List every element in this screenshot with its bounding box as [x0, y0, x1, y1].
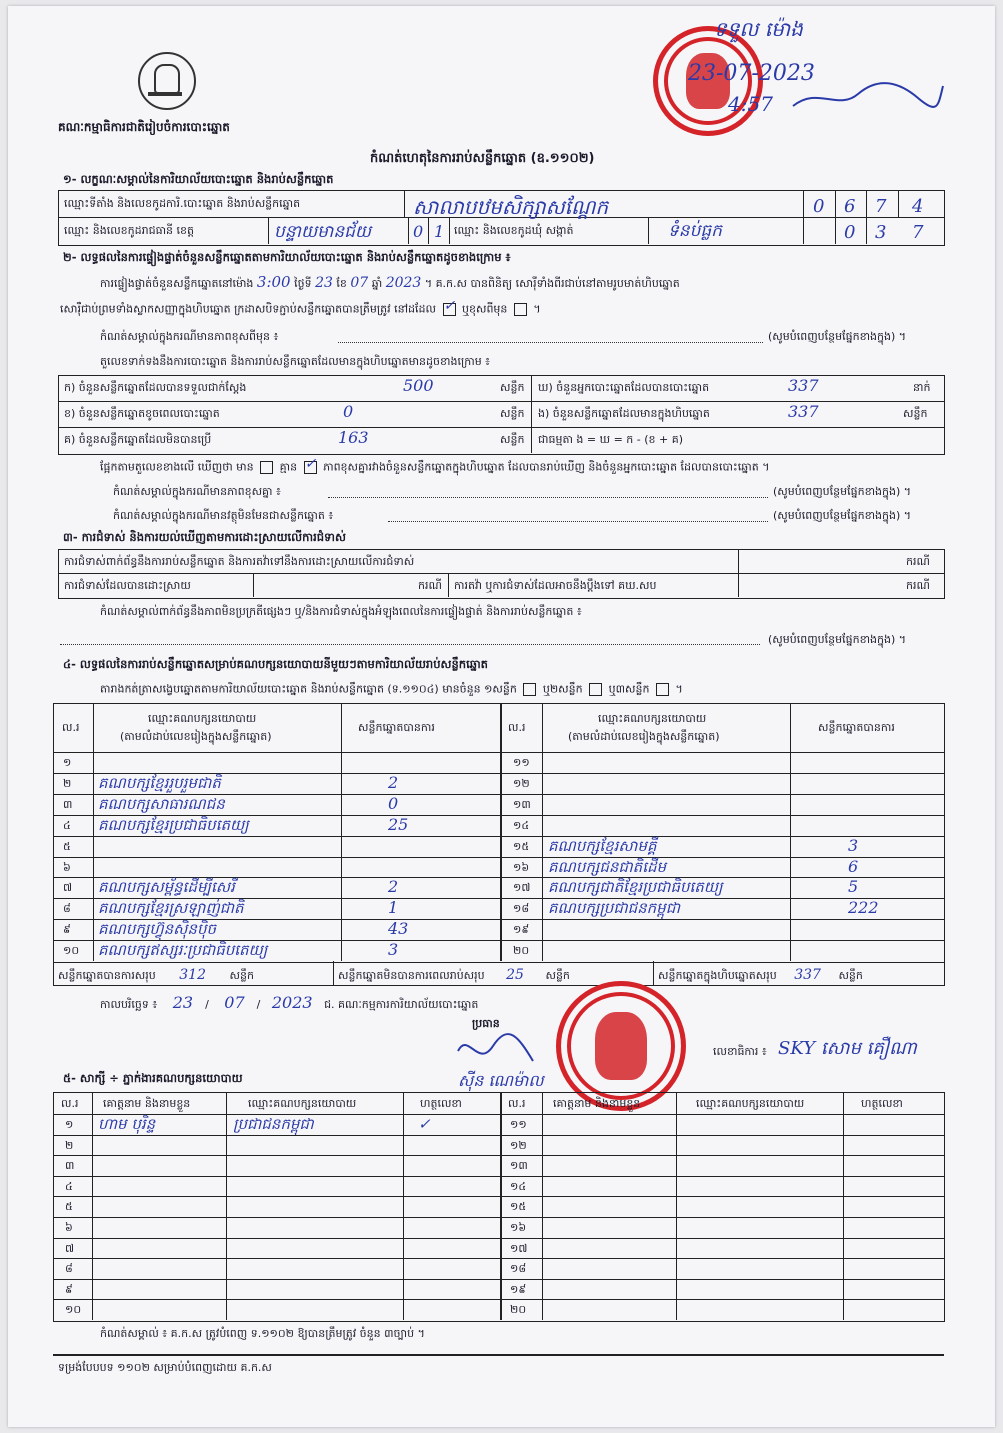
- result-row-votes: 2: [388, 772, 399, 792]
- result-row-no: ១: [63, 756, 72, 769]
- result-row-no: ៩: [63, 923, 71, 937]
- footer-text: ទម្រង់បែបបទ ១១០២ សម្រាប់បំពេញដោយ គ.ក.ស: [58, 1361, 272, 1374]
- result-row-votes: 6: [848, 856, 859, 876]
- results-col-votes-right: សន្លឹកឆ្នោតបានការ: [818, 721, 895, 734]
- witness-row-no: ១៩: [510, 1282, 527, 1296]
- result-row-party: គណបក្សខ្មែរស្រឡាញ់ជាតិ: [98, 899, 244, 918]
- witness-row-no: ២: [65, 1138, 74, 1152]
- has-difference-checkbox[interactable]: [260, 461, 273, 474]
- result-row-no: ១០: [63, 944, 80, 958]
- results-col-no-left: ល.រ: [62, 721, 80, 734]
- document-title: កំណត់ហេតុនៃការរាប់សន្លឹកឆ្នោត (ឧ.១១០២): [370, 151, 595, 166]
- spoiled-ballots-label: ខ) ចំនួនសន្លឹកឆ្នោតខូចពេលបោះឆ្នោត: [64, 407, 220, 420]
- results-date-month: 07: [224, 993, 245, 1012]
- result-row-votes: 1: [388, 898, 399, 918]
- resolved-complaints-case: ករណី: [418, 579, 442, 592]
- result-row-no: ១៦: [513, 860, 530, 874]
- results-date-year: 2023: [271, 993, 313, 1012]
- result-row-no: ១៩: [513, 923, 530, 937]
- irregularity-note-fill: (សូមបំពេញបន្ថែមផ្នែកខាងក្នុង) ។: [768, 633, 907, 646]
- result-row-no: ១៣: [513, 797, 531, 811]
- location-code-2: 6: [844, 196, 856, 217]
- result-row-votes: 43: [388, 919, 409, 939]
- witness-col-no-right: ល.រ: [508, 1097, 526, 1110]
- witness-row-no: ១៤: [510, 1179, 527, 1193]
- result-row-party: គណបក្សប្រជាជនកម្ពុជា: [548, 899, 680, 918]
- witness-row-no: ១៦: [510, 1221, 527, 1234]
- formula-text: ជាធម្មតា ង = ឃ = ក - (ខ + គ): [538, 433, 683, 446]
- commune-value: ទំនប់ធ្លក: [668, 221, 722, 241]
- witness-col-name-left: គោត្តនាម និងនាមខ្លួន: [103, 1097, 191, 1110]
- results-col-votes-left: សន្លឹកឆ្នោតបានការ: [358, 721, 435, 734]
- total-valid-value: 312: [179, 967, 206, 983]
- result-row-no: ១១: [513, 756, 530, 769]
- witness-row-no: ១: [65, 1118, 74, 1131]
- province-label: ឈ្មោះ និងលេខកូដរាជធានី ខេត្ត: [64, 224, 194, 237]
- result-row-no: ៣: [63, 797, 73, 811]
- province-code-2: 1: [434, 222, 445, 241]
- result-row-party: គណបក្សខ្មែរសាមគ្គី: [548, 836, 657, 855]
- witness-row-no: ១៨: [510, 1262, 527, 1276]
- difference-note-2: កំណត់សម្គាល់ក្នុងករណីមានភាពខុសគ្នា ៖: [113, 485, 281, 498]
- three-sheet-checkbox[interactable]: [656, 683, 669, 696]
- witness-col-party-left: ឈ្មោះគណបក្សនយោបាយ: [248, 1097, 357, 1110]
- witness-row-no: ១២: [510, 1138, 527, 1152]
- result-row-votes: 25: [388, 814, 409, 834]
- result-row-no: ៧: [63, 881, 73, 895]
- spoiled-ballots-unit: សន្លឹក: [500, 407, 525, 420]
- result-row-votes: 2: [388, 877, 399, 897]
- witness-col-party-right: ឈ្មោះគណបក្សនយោបាយ: [696, 1097, 805, 1110]
- result-row-no: ៦: [63, 860, 71, 874]
- witness-row-no: ៨: [65, 1262, 73, 1276]
- witness-row-no: ១៧: [510, 1241, 528, 1255]
- province-code-1: 0: [413, 222, 424, 241]
- result-row-party: គណបក្សខ្មែរប្រជាធិបតេយ្យ: [98, 815, 249, 834]
- result-row-party: គណបក្សសម្ព័ន្ធដើម្បីសេរី: [98, 878, 235, 897]
- voters-label: ឃ) ចំនួនអ្នកបោះឆ្នោតដែលបានបោះឆ្នោត: [538, 381, 710, 394]
- total-box-value: 337: [794, 967, 821, 983]
- chair-label: ប្រធាន: [472, 1017, 500, 1030]
- result-row-no: ៤: [63, 818, 71, 832]
- result-row-no: ៥: [63, 839, 71, 853]
- one-sheet-checkbox[interactable]: [523, 683, 536, 696]
- secretary-label: លេខាធិការ ៖: [713, 1045, 767, 1058]
- total-invalid: សន្លឹកឆ្នោតមិនបានការពេលរាប់សរុប 25 សន្លឹក: [338, 967, 570, 983]
- summary-sheet-line: តារាងកត់ត្រាសង្ខេបឆ្នោតតាមការិយាល័យបោះឆ្នោត និងរាប់សន្លឹកឆ្នោត (ទ.១១០៤) មានចំនួន ១សន្លឹក ឬ២សន្លឹក ឬ៣សន្លឹក ។: [100, 682, 683, 696]
- total-box: សន្លឹកឆ្នោតក្នុងហិបឆ្នោតសរុប 337 សន្លឹក: [658, 967, 863, 983]
- voters-value: 337: [788, 376, 819, 395]
- section3-heading: ៣- ការជំទាស់ និងការយល់ឃើញតាមការដោះស្រាយលើការជំទាស់: [63, 530, 346, 544]
- location-label: ឈ្មោះទីតាំង និងលេខកូដការិ.បោះឆ្នោត និងរាប់សន្លឹកឆ្នោត: [64, 197, 301, 210]
- emblem-logo: [138, 52, 196, 110]
- result-row-party: គណបក្សខ្មែររួបរួមជាតិ: [98, 773, 221, 792]
- province-value: បន្ទាយមានជ័យ: [274, 222, 372, 242]
- verification-year: 2023: [385, 275, 422, 291]
- stamp-note: ទទួល ម៉ោង: [714, 17, 803, 41]
- chair-name: ស៊ីន ណេម៉ាល: [458, 1071, 544, 1090]
- same-checkbox[interactable]: ✓: [443, 298, 456, 314]
- stamp-signature-icon: [788, 76, 948, 116]
- irregularity-note: កំណត់សម្គាល់ពាក់ព័ន្ធនឹងភាពមិនប្រក្រតីផ្សេងៗ ឬ/និងការជំទាស់ក្នុងអំឡុងពេលនៃការផ្ទៀងផ្ទាត់ និងការរាប់សន្លឹកឆ្នោត ៖: [100, 605, 582, 618]
- witness-row-no: ១១: [510, 1118, 527, 1131]
- results-date-day: 23: [172, 993, 194, 1012]
- results-col-party-left: ឈ្មោះគណបក្សនយោបាយ: [148, 712, 257, 725]
- two-sheet-checkbox[interactable]: [589, 683, 602, 696]
- witness-row-name: ហាម បុរិន្ទ: [98, 1115, 156, 1133]
- stamp-date: 23-07-2023: [688, 61, 815, 86]
- figures-intro: តួលេខទាក់ទងនឹងការបោះឆ្នោត និងការរាប់សន្លឹកឆ្នោតដែលមានក្នុងហិបឆ្នោតមានដូចខាងក្រោម ៖: [100, 355, 491, 368]
- document-page: [8, 6, 995, 1427]
- witness-row-no: ៥: [65, 1200, 73, 1214]
- result-row-votes: 5: [848, 877, 859, 897]
- seal-line: សោរ៉ឺជាប់ព្រមទាំងស្លាកសញ្ញាក្នុងហិបឆ្នោត ក្រដាសបិទភ្ជាប់សន្លឹកឆ្នោតបានត្រឹមត្រូវ នៅដដែល ✓ ឬខុសពីមុន ។: [60, 298, 541, 316]
- total-invalid-value: 25: [506, 967, 524, 983]
- unused-ballots-value: 163: [338, 428, 369, 447]
- witness-row-no: ៤: [65, 1179, 73, 1193]
- result-row-no: ១៥: [513, 839, 530, 853]
- witness-row-no: ៣: [65, 1159, 75, 1173]
- witness-row-signature: ✓: [418, 1115, 431, 1133]
- result-row-no: ៨: [63, 902, 71, 916]
- location-code-1: 0: [813, 196, 825, 217]
- commune-code-1: 0: [844, 222, 856, 243]
- result-row-party: គណបក្សឥស្សរៈប្រជាធិបតេយ្យ: [98, 941, 268, 960]
- result-row-no: ១៨: [513, 902, 530, 916]
- witness-row-no: ៧: [65, 1241, 75, 1255]
- stamp-time: 4:57: [728, 92, 773, 116]
- witness-col-sign-left: ហត្ថលេខា: [420, 1097, 462, 1110]
- witness-row-no: ១៥: [510, 1200, 527, 1214]
- result-row-votes: 3: [848, 835, 859, 855]
- commune-code-3: 7: [912, 222, 924, 243]
- foreign-object-note-fill: (សូមបំពេញបន្ថែមផ្នែកខាងក្នុង) ។: [773, 509, 912, 522]
- witness-row-no: ១៣: [510, 1159, 528, 1173]
- witness-note: កំណត់សម្គាល់ ៖ គ.ក.ស ត្រូវបំពេញ ទ.១១០២ ឱ្យបានត្រឹមត្រូវ ចំនួន ៣ច្បាប់ ។: [100, 1327, 425, 1340]
- ballots-in-box-label: ង) ចំនួនសន្លឹកឆ្នោតដែលមានក្នុងហិបឆ្នោត: [538, 407, 710, 420]
- verification-day: 23: [315, 275, 333, 291]
- result-row-party: គណបក្សជាតិខ្មែរប្រជាធិបតេយ្យ: [548, 878, 723, 897]
- total-valid: សន្លឹកឆ្នោតបានការសរុប 312 សន្លឹក: [58, 967, 254, 983]
- difference-note-fill: (សូមបំពេញបន្ថែមផ្នែកខាងក្នុង) ។: [768, 330, 907, 343]
- verification-month: 07: [350, 275, 369, 291]
- witness-col-no-left: ល.រ: [61, 1097, 79, 1110]
- result-row-no: ១៤: [513, 818, 530, 832]
- result-row-no: ២០: [513, 944, 530, 958]
- witness-row-no: ៦: [65, 1221, 73, 1234]
- result-row-party: គណបក្សហ៊្វុនស៊ិនប៉ិច: [98, 920, 216, 939]
- no-difference-checkbox[interactable]: ✓: [304, 456, 317, 472]
- section5-heading: ៥- សាក្សី ÷ ភ្នាក់ងារគណបក្សនយោបាយ: [63, 1071, 243, 1085]
- section1-heading: ១- លក្ខណៈសម្គាល់នៃការិយាល័យបោះឆ្នោត និងរាប់សន្លឹកឆ្នោត: [63, 172, 334, 186]
- commune-label: ឈ្មោះ និងលេខកូដឃុំ សង្កាត់: [454, 224, 574, 237]
- results-col-party-right: ឈ្មោះគណបក្សនយោបាយ: [598, 712, 707, 725]
- verification-time: 3:00: [256, 273, 291, 291]
- results-col-party-sub-right: (តាមលំដាប់លេខរៀងក្នុងសន្លឹកឆ្នោត): [568, 730, 720, 743]
- result-row-party: គណបក្សជនជាតិដើម: [548, 857, 666, 876]
- result-row-no: ១២: [513, 776, 530, 790]
- verification-line: ការផ្ទៀងផ្ទាត់ចំនួនសន្លឹកឆ្នោតនៅម៉ោង 3:00 ថ្ងៃទី 23 ខែ 07 ឆ្នាំ 2023 ។ គ.ក.ស បានពិនិត្យ សោរ៉ឺទាំងពីរជាប់នៅតាមរូបមាត់ហិបឆ្នោត: [100, 273, 680, 291]
- witness-row-no: ២០: [510, 1303, 527, 1317]
- result-row-no: ២: [63, 776, 72, 790]
- witness-row-no: ៩: [65, 1282, 73, 1296]
- results-col-no-right: ល.រ: [508, 721, 526, 734]
- comparison-line: ផ្អែកតាមតួលេខខាងលើ ឃើញថា មាន គ្មាន ✓ ភាពខុសគ្នារវាងចំនួនសន្លឹកឆ្នោតក្នុងហិបឆ្នោត ដែលបានរាប់ឃើញ និងចំនួនអ្នកបោះឆ្នោត ដែលបានបោះឆ្នោត ។: [100, 456, 770, 474]
- secretary-name: SKY សោម គឿណា: [778, 1038, 917, 1059]
- unused-ballots-unit: សន្លឹក: [500, 433, 525, 446]
- organization-name: គណៈកម្មាធិការជាតិរៀបចំការបោះឆ្នោត: [58, 120, 230, 134]
- received-ballots-label: ក) ចំនួនសន្លឹកឆ្នោតដែលបានទទួលជាក់ស្តែង: [64, 381, 247, 394]
- witness-row-no: ១០: [65, 1303, 82, 1317]
- spoiled-ballots-value: 0: [343, 402, 354, 421]
- foreign-object-note: កំណត់សម្គាល់ក្នុងករណីមានវត្ថុមិនមែនជាសន្លឹកឆ្នោត ៖: [113, 509, 334, 522]
- results-date: កាលបរិច្ឆេទ ៖ 23 / 07 / 2023 ជ. គណៈកម្មការការិយាល័យបោះឆ្នោត: [100, 993, 479, 1012]
- location-code-4: 4: [912, 196, 924, 217]
- section2-heading: ២- លទ្ធផលនៃការផ្ទៀងផ្ទាត់ចំនួនសន្លឹកឆ្នោតតាមការិយាល័យបោះឆ្នោត និងរាប់សន្លឹកឆ្នោតដូចខាងក្រោម ៖: [63, 250, 511, 264]
- complaints-row1-case: ករណី: [906, 555, 930, 568]
- location-code-3: 7: [875, 196, 887, 217]
- witness-table: [53, 1092, 945, 1322]
- witness-col-sign-right: ហត្ថលេខា: [861, 1097, 903, 1110]
- witness-row-party: ប្រជាជនកម្ពុជា: [233, 1115, 314, 1133]
- witness-col-name-right: គោត្តនាម និងនាមខ្លួន: [553, 1097, 641, 1110]
- resolved-complaints: ការជំទាស់ដែលបានដោះស្រាយ: [64, 579, 191, 592]
- result-row-no: ១៧: [513, 881, 531, 895]
- complaints-row1: ការជំទាស់ពាក់ព័ន្ធនឹងការរាប់សន្លឹកឆ្នោត និងការតវ៉ាទៅនឹងការដោះស្រាយលើការជំទាស់: [64, 555, 415, 568]
- difference-note: កំណត់សម្គាល់ក្នុងករណីមានភាពខុសពីមុន ៖: [100, 330, 279, 343]
- appeal-complaints: ការតវ៉ា ឬការជំទាស់ដែលអាចនឹងប្តឹងទៅ គឃ.សប: [454, 579, 657, 592]
- received-ballots-value: 500: [403, 376, 434, 395]
- difference-note-2-fill: (សូមបំពេញបន្ថែមផ្នែកខាងក្នុង) ។: [773, 485, 912, 498]
- different-checkbox[interactable]: [514, 303, 527, 316]
- section4-heading: ៤- លទ្ធផលនៃការរាប់សន្លឹកឆ្នោតសម្រាប់គណបក្សនយោបាយនីមួយៗតាមការិយាល័យរាប់សន្លឹកឆ្នោត: [63, 657, 488, 671]
- unused-ballots-label: គ) ចំនួនសន្លឹកឆ្នោតដែលមិនបានប្រើ: [64, 433, 212, 446]
- voters-unit: នាក់: [913, 381, 931, 394]
- result-row-votes: 222: [848, 898, 879, 918]
- results-col-party-sub-left: (តាមលំដាប់លេខរៀងក្នុងសន្លឹកឆ្នោត): [120, 730, 272, 743]
- received-ballots-unit: សន្លឹក: [500, 381, 525, 394]
- chair-signature-icon: [448, 1031, 538, 1071]
- ballots-in-box-value: 337: [788, 402, 819, 421]
- result-row-votes: 3: [388, 940, 399, 960]
- location-value: សាលាបឋមសិក្សាសណ្ដែក: [413, 195, 609, 219]
- result-row-votes: 0: [388, 793, 399, 813]
- result-row-party: គណបក្សសាធារណជន: [98, 794, 225, 813]
- appeal-complaints-case: ករណី: [906, 579, 930, 592]
- ballots-in-box-unit: សន្លឹក: [903, 407, 928, 420]
- commune-code-2: 3: [875, 222, 887, 243]
